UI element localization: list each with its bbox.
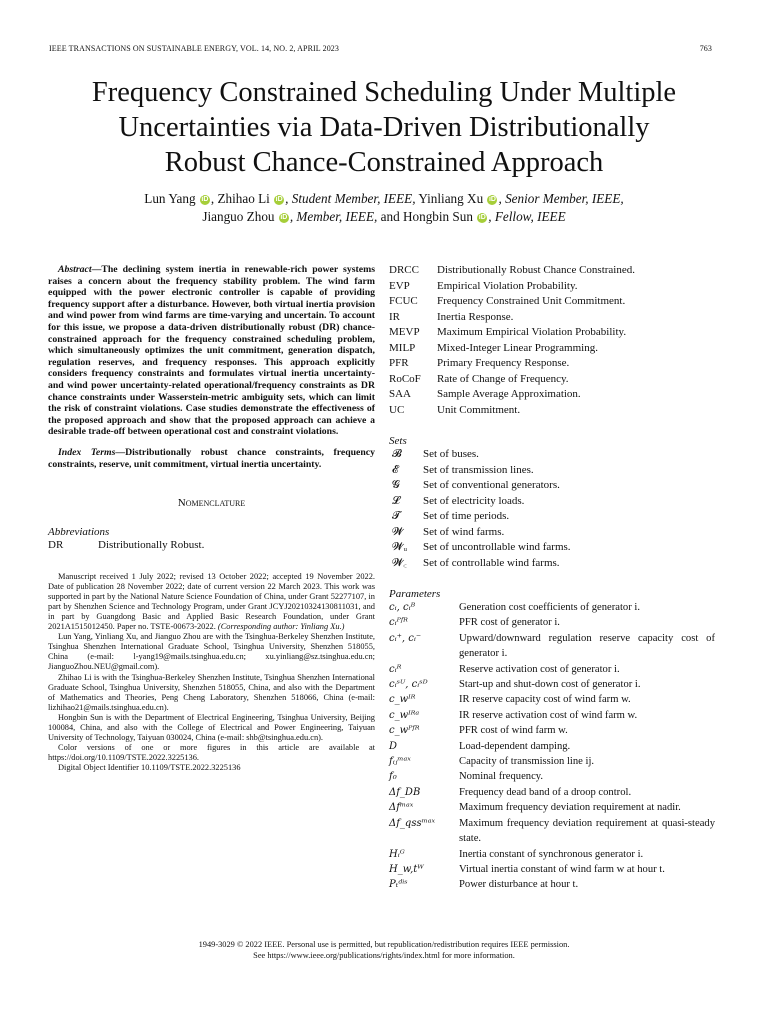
- parameter-item: [389, 692, 715, 707]
- parameter-item-symbol: H_w,tᵂ: [389, 863, 424, 875]
- parameters-heading: Parameters: [389, 588, 441, 600]
- parameter-item-description: Capacity of transmission line ij.: [459, 756, 595, 768]
- copyright-line-1: 1949-3029 © 2022 IEEE. Personal use is permitted, but republication/redistribution requires IEEE permission.: [198, 940, 570, 949]
- parameter-item: [389, 600, 715, 615]
- set-item-description: Set of buses.: [423, 448, 479, 460]
- abbreviation-item-description: Maximum Empirical Violation Probability.: [437, 326, 627, 338]
- title-line-2: Uncertainties via Data-Driven Distributionally: [118, 112, 650, 143]
- copyright-line-2: See https://www.ieee.org/publications/rights/index.html for more information.: [253, 950, 515, 960]
- abbreviation-item-description: Rate of Change of Frequency.: [437, 372, 569, 385]
- parameter-item-description: Inertia constant of synchronous generator i.: [459, 848, 644, 860]
- set-item-symbol: 𝓦: [392, 525, 404, 538]
- set-item-description: Set of electricity loads.: [423, 494, 525, 507]
- parameter-item-symbol: Δf_qssᵐᵃˣ: [389, 817, 436, 829]
- orcid-icon[interactable]: iD: [280, 214, 288, 221]
- footnote-manuscript: Manuscript received 1 July 2022; revised 13 October 2022; accepted 19 November 2022. Date of publication 28 November 2022; date of current version 22 March 2023. This work was supported in part by the National Nature Science Foundation of China, under Grant 52277107, in part by Shenzhen Science and Technology Program, under Grant JCYJ20210324130811031, and in part by Guangdong Basic and Applied Basic Research Foundation, under Grant 2021A1515012450. Paper no. TSTE-00673-2022. (Corresponding author: Yinliang Xu.): [48, 571, 375, 632]
- parameter-item-description: PFR cost of generator i.: [459, 617, 560, 629]
- parameter-item: [389, 816, 715, 847]
- parameter-item: [389, 862, 715, 877]
- parameter-item: [389, 769, 715, 784]
- abbreviation-item: [389, 294, 715, 310]
- parameter-item-symbol: f₀: [389, 771, 397, 783]
- orcid-icon[interactable]: iD: [478, 214, 486, 221]
- abbreviation-item-symbol: MEVP: [389, 326, 420, 338]
- author-name: Yinliang Xu: [415, 191, 484, 206]
- page-number: 763: [699, 44, 712, 53]
- set-item-description: Set of time periods.: [423, 510, 510, 522]
- abbreviation-item-symbol: PFR: [389, 357, 409, 369]
- parameter-item: [389, 847, 715, 862]
- set-item: [392, 447, 715, 463]
- parameter-item-symbol: c_wᴵᴿ: [389, 694, 416, 706]
- paper-title: [0, 75, 768, 180]
- parameter-item: [389, 785, 715, 800]
- parameter-item-description: PFR cost of wind farm w.: [459, 725, 568, 737]
- author-name: and Hongbin Sun: [377, 209, 473, 224]
- parameter-item: [389, 739, 715, 754]
- abbreviation-item-description: Distributionally Robust Chance Constrained.: [437, 264, 635, 276]
- parameter-item-symbol: cᵢˢᵁ, cᵢˢᴰ: [389, 679, 428, 691]
- index-terms: Index Terms—Distributionally robust chance constraints, frequency constraints, reserve, unit commitment, virtual inertia uncertainty.: [48, 446, 375, 470]
- abstract: Abstract—The declining system inertia in renewable-rich power systems raises a concern about the frequency stability problem. The wind farm equipped with the power electronic controller is capable of providing frequency support after a disturbance. However, both virtual inertia provision and wind power from wind farms are time-varying and uncertain. To account for this issue, we propose a data-driven distributionally robust (DR) chance-constrained approach for the frequency constrained scheduling problem, which simultaneously optimizes the unit commitment, generation dispatch, regulation reserves, and frequency responses. This approach explicitly considers frequency constraints and formulates virtual inertia uncertainty- and wind power uncertainty-related operational/frequency constraints as DR chance constraints under Wasserstein-metric ambiguity sets, which can limit the risk of constraint violations. Case studies demonstrate the effectiveness of the proposed approach and show that the proposed approach can achieve a desirable trade-off between operational cost and constraint violations.: [48, 264, 375, 438]
- orcid-icon[interactable]: iD: [488, 196, 496, 203]
- set-item: [392, 494, 715, 510]
- author-affiliation: , Fellow, IEEE: [488, 209, 566, 224]
- nomenclature-heading: Nomenclature: [177, 497, 246, 510]
- title-line-1: Frequency Constrained Scheduling Under Multiple: [91, 77, 677, 108]
- abbreviation-item: [389, 403, 715, 419]
- parameters-list: [389, 600, 715, 893]
- set-item-description: Set of transmission lines.: [423, 463, 534, 476]
- parameter-item: [389, 800, 715, 815]
- parameter-item-symbol: Pₜᵈⁱˢ: [389, 879, 408, 891]
- right-column: [389, 263, 715, 893]
- orcid-icon[interactable]: iD: [275, 196, 283, 203]
- abbreviation-item-description: Primary Frequency Response.: [437, 357, 570, 369]
- parameter-item-description: Frequency dead band of a droop control.: [459, 786, 632, 798]
- set-item-symbol: 𝓦ᵤ: [392, 541, 408, 553]
- abstract-label: Abstract: [58, 264, 92, 275]
- copyright-notice: [0, 940, 768, 961]
- set-item: [392, 556, 715, 572]
- running-head: IEEE TRANSACTIONS ON SUSTAINABLE ENERGY, VOL. 14, NO. 2, APRIL 2023: [49, 44, 339, 53]
- parameter-item: [389, 754, 715, 769]
- abbreviation-item: [389, 387, 715, 403]
- parameter-item-description: Start-up and shut-down cost of generator i.: [459, 679, 641, 691]
- set-item-symbol: 𝓑: [392, 448, 402, 460]
- set-item-description: Set of uncontrollable wind farms.: [423, 541, 571, 553]
- parameter-item-description: Power disturbance at hour t.: [459, 879, 579, 891]
- parameter-item: [389, 631, 715, 662]
- abbreviation-item-symbol: IR: [389, 310, 400, 323]
- orcid-icon[interactable]: iD: [201, 196, 209, 203]
- parameter-item-symbol: cᵢᴾᶠᴿ: [389, 617, 408, 629]
- set-item: [392, 525, 715, 541]
- parameter-item: [389, 877, 715, 892]
- abbreviation-item-symbol: FCUC: [389, 295, 418, 307]
- set-item: [392, 478, 715, 494]
- parameter-item-symbol: cᵢ, cᵢᴮ: [389, 602, 416, 613]
- author-name: , Zhihao Li: [210, 191, 270, 206]
- abbreviation-item-description: Empirical Violation Probability.: [437, 279, 578, 292]
- parameter-item-symbol: c_wᴾᶠᴿ: [389, 725, 420, 737]
- abbreviation-item: [389, 341, 715, 357]
- set-item-symbol: 𝓖: [392, 479, 400, 491]
- footnotes: [48, 572, 375, 774]
- parameter-item-symbol: cᵢᴿ: [389, 663, 402, 675]
- set-item-symbol: 𝓦꜀: [392, 556, 408, 569]
- abbreviation-item-description: Sample Average Approximation.: [437, 388, 581, 400]
- parameter-item-description: Generation cost coefficients of generator i.: [459, 602, 640, 613]
- parameter-item-symbol: Hᵢᴳ: [389, 848, 405, 860]
- abbreviation-item-symbol: DRCC: [389, 264, 419, 276]
- abbreviation-item: [389, 279, 715, 295]
- author-name: Jianguo Zhou: [202, 209, 275, 224]
- footnote-affiliation-1: Lun Yang, Yinliang Xu, and Jianguo Zhou are with the Tsinghua-Berkeley Shenzhen Institute, Tsinghua Shenzhen International Graduate School, Tsinghua University, Shenzhen 518055, China (e-mail: l-yang19@mails.tsinghua.edu.cn; xu.yinliang@sz.tsinghua.edu.cn; JianguoZhou.NEU@gmail.com).: [48, 632, 375, 672]
- abbreviation-item-symbol: SAA: [389, 388, 412, 400]
- abbreviations-heading: Abbreviations: [48, 526, 110, 539]
- abbreviation-list: [389, 263, 715, 418]
- left-column: [48, 264, 375, 773]
- parameter-item-description: Virtual inertia constant of wind farm w at hour t.: [459, 863, 665, 875]
- abbreviation-item: [48, 538, 375, 554]
- sets-list: [389, 447, 715, 571]
- set-item-symbol: 𝓣: [392, 510, 401, 522]
- abstract-text: The declining system inertia in renewable-rich power systems raises a concern about the frequency stability problem. The wind farm equipped with the power electronic controller is capable of providing frequency support after a disturbance. However, both virtual inertia provision and wind power from wind farms are time-varying and uncertain. To account for this issue, we propose a data-driven distributionally robust (DR) chance-constrained approach for the frequency constrained scheduling problem, which simultaneously optimizes the unit commitment, generation dispatch, regulation reserves, and frequency responses. This approach explicitly considers frequency constraints and formulates virtual inertia uncertainty- and wind power uncertainty-related operational/frequency constraints as DR chance constraints under Wasserstein-metric ambiguity sets, which can limit the risk of constraint violations. Case studies demonstrate the effectiveness of the proposed approach and show that the proposed approach can achieve a desirable trade-off between operational cost and constraint violations.: [48, 264, 375, 438]
- author-list: [0, 190, 768, 226]
- abbreviation-item-symbol: UC: [389, 403, 405, 416]
- parameter-item-description: Maximum frequency deviation requirement at quasi-steady state.: [459, 817, 715, 845]
- abbreviation-item: [389, 372, 715, 388]
- parameter-item: [389, 708, 715, 723]
- abbreviation-item-symbol: EVP: [389, 279, 410, 292]
- parameter-item-description: Reserve activation cost of generator i.: [459, 663, 620, 675]
- parameter-item: [389, 615, 715, 630]
- set-item: [392, 540, 715, 556]
- parameter-item-description: IR reserve activation cost of wind farm w.: [459, 709, 638, 721]
- abbreviation-item: [389, 356, 715, 372]
- set-item-symbol: 𝓛: [392, 494, 400, 507]
- parameter-item: [389, 677, 715, 692]
- footnote-affiliation-2: Zhihao Li is with the Tsinghua-Berkeley Shenzhen Institute, Tsinghua Shenzhen International Graduate School, Tsinghua University, Shenzhen 518055, China, and also with the Department of Mathematics and Theories, Peng Cheng Laboratory, Shenzhen 518066, China (e-mail: lizhihao21@mails.tsinghua.edu.cn).: [48, 672, 375, 712]
- set-item-description: Set of conventional generators.: [423, 479, 560, 491]
- set-item-description: Set of wind farms.: [423, 525, 505, 538]
- parameter-item-symbol: Δf_DB: [389, 786, 421, 798]
- parameter-item-description: Load-dependent damping.: [459, 740, 571, 752]
- abbreviation-item-description: Distributionally Robust.: [98, 539, 205, 552]
- parameter-item-symbol: Δfᵐᵃˣ: [389, 802, 414, 814]
- footnote-affiliation-3: Hongbin Sun is with the Department of Electrical Engineering, Tsinghua University, Beijing 100084, China, and also with the College of Electrical and Power Engineering, Taiyuan University of Technology, Taiyuan 030024, China (e-mail: shb@tsinghua.edu.cn).: [48, 712, 375, 743]
- parameter-item: [389, 662, 715, 677]
- abbreviation-list: [48, 538, 375, 554]
- author-affiliation: , Member, IEEE,: [289, 209, 378, 224]
- author-name: Lun Yang: [144, 191, 196, 206]
- abbreviation-item-description: Inertia Response.: [437, 310, 514, 323]
- parameter-item-description: IR reserve capacity cost of wind farm w.: [459, 694, 631, 706]
- abbreviation-item-symbol: MILP: [389, 341, 416, 354]
- set-item-symbol: 𝓔: [392, 463, 399, 476]
- parameter-item-symbol: cᵢ⁺, cᵢ⁻: [389, 632, 422, 644]
- set-item: [392, 509, 715, 525]
- parameter-item-description: Maximum frequency deviation requirement at nadir.: [459, 802, 681, 814]
- set-item: [392, 463, 715, 479]
- author-affiliation: , Senior Member, IEEE,: [498, 191, 624, 206]
- abbreviation-item: [389, 325, 715, 341]
- footnote-color: Color versions of one or more figures in this article are available at https://doi.org/10.1109/TSTE.2022.3225136.: [48, 743, 375, 763]
- author-affiliation: , Student Member, IEEE,: [285, 191, 416, 206]
- abbreviation-item-symbol: DR: [48, 539, 64, 552]
- footnote-doi: Digital Object Identifier 10.1109/TSTE.2022.3225136: [58, 763, 241, 773]
- parameter-item-symbol: c_wᴵᴿᵃ: [389, 709, 420, 721]
- abbreviation-item-symbol: RoCoF: [389, 372, 421, 385]
- set-item-description: Set of controllable wind farms.: [423, 556, 560, 569]
- index-terms-label: Index Terms: [58, 446, 116, 458]
- index-terms-text: Distributionally robust chance constraints, frequency constraints, reserve, unit commitment, virtual inertia uncertainty.: [48, 446, 375, 470]
- abbreviation-item-description: Mixed-Integer Linear Programming.: [437, 341, 598, 354]
- parameter-item-symbol: D: [389, 740, 398, 752]
- sets-heading: Sets: [389, 435, 407, 447]
- parameter-item-symbol: fᵢⱼᵐᵃˣ: [389, 756, 411, 768]
- abbreviation-item-description: Unit Commitment.: [437, 403, 521, 416]
- abbreviation-item: [389, 310, 715, 326]
- abbreviation-item: [389, 263, 715, 279]
- parameter-item: [389, 723, 715, 738]
- parameter-item-description: Upward/downward regulation reserve capacity cost of generator i.: [459, 632, 715, 660]
- abbreviation-item-description: Frequency Constrained Unit Commitment.: [437, 295, 626, 307]
- title-line-3: Robust Chance-Constrained Approach: [164, 147, 604, 178]
- parameter-item-description: Nominal frequency.: [459, 771, 544, 783]
